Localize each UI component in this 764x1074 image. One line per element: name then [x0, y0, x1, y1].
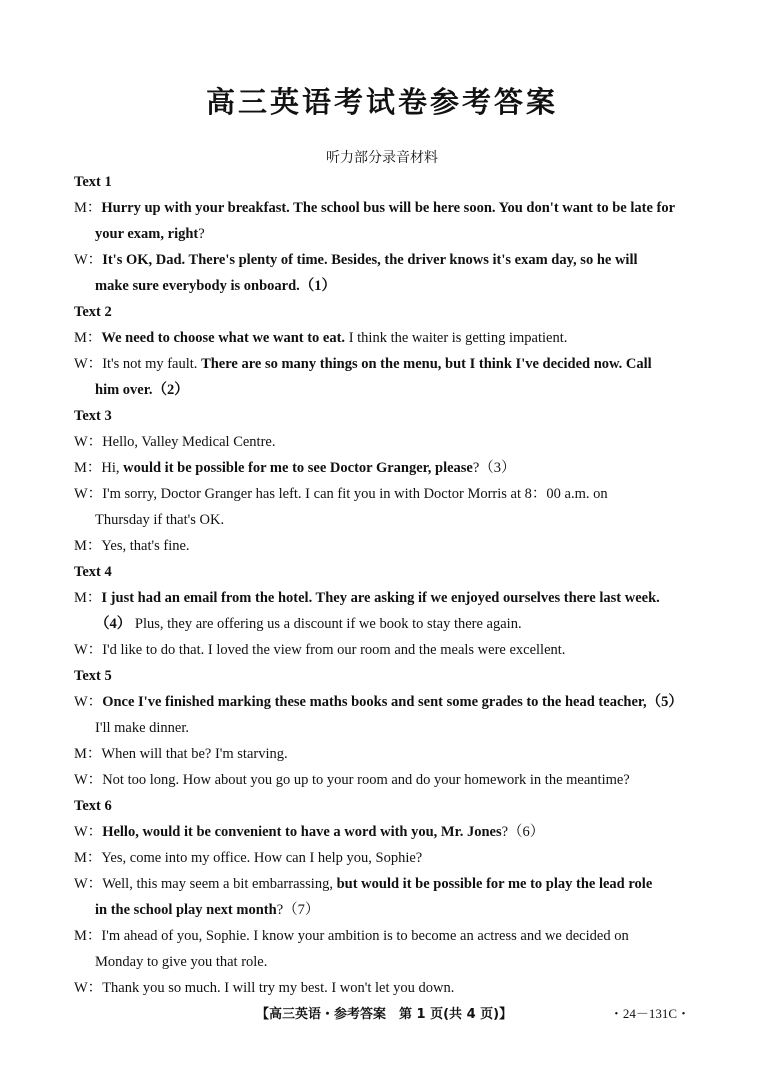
- dialogue-text: Well, this may seem a bit embarrassing,: [102, 876, 337, 892]
- speaker-label: W：: [74, 252, 103, 268]
- dialogue-line: [74, 611, 694, 637]
- dialogue-line: [74, 975, 694, 1001]
- page-title: 高三英语考试卷参考答案: [205, 85, 558, 119]
- answer-text: make sure everybody is onboard.（1）: [95, 278, 337, 294]
- speaker-label: W：: [74, 356, 103, 372]
- dialogue-line: [74, 351, 694, 377]
- answer-text: him over.（2）: [95, 382, 189, 398]
- speaker-label: M：: [74, 460, 102, 476]
- answer-text: your exam, right: [95, 226, 199, 242]
- answer-text: I just had an email from the hotel. They are asking if we enjoyed ourselves there last week.: [101, 590, 660, 606]
- text-heading: Text 2: [74, 304, 112, 320]
- speaker-label: W：: [74, 642, 103, 658]
- speaker-label: W：: [74, 772, 103, 788]
- dialogue-text: ?: [198, 226, 205, 242]
- dialogue-line: [74, 637, 694, 663]
- dialogue-text: ?（6）: [501, 824, 545, 840]
- dialogue-text: Plus, they are offering us a discount if we book to stay there again.: [131, 616, 522, 632]
- answer-text: There are so many things on the menu, but I think I've decided now. Call: [201, 356, 652, 372]
- dialogue-line: [74, 481, 694, 507]
- dialogue-line: [74, 923, 694, 949]
- dialogue-line: [74, 221, 694, 247]
- dialogue-line: [74, 195, 694, 221]
- speaker-label: M：: [74, 850, 102, 866]
- answer-text: would it be possible for me to see Doctor Granger, please: [123, 460, 473, 476]
- answer-text: in the school play next month: [95, 902, 277, 918]
- dialogue-line: [74, 247, 694, 273]
- dialogue-line: [74, 689, 694, 715]
- answer-text: It's OK, Dad. There's plenty of time. Besides, the driver knows it's exam day, so he will: [102, 252, 638, 268]
- dialogue-line: [74, 377, 694, 403]
- speaker-label: M：: [74, 200, 102, 216]
- answer-text: We need to choose what we want to eat.: [101, 330, 346, 346]
- speaker-label: M：: [74, 590, 102, 606]
- text-heading: Text 6: [74, 798, 112, 814]
- dialogue-text: Thank you so much. I will try my best. I won't let you down.: [102, 980, 455, 996]
- dialogue-line: [74, 585, 694, 611]
- speaker-label: M：: [74, 746, 102, 762]
- text-heading: Text 1: [74, 174, 112, 190]
- speaker-label: W：: [74, 434, 103, 450]
- transcript-content: [74, 169, 694, 1001]
- dialogue-line: [74, 455, 694, 481]
- dialogue-line: [74, 949, 694, 975]
- text-heading: Text 3: [74, 408, 112, 424]
- speaker-label: W：: [74, 694, 103, 710]
- dialogue-text: I'm ahead of you, Sophie. I know your ambition is to become an actress and we decided on: [101, 928, 629, 944]
- answer-text: but would it be possible for me to play the lead role: [336, 876, 653, 892]
- dialogue-text: Not too long. How about you go up to your room and do your homework in the meantime?: [102, 772, 630, 788]
- answer-text: Once I've finished marking these maths books and sent some grades to the head teacher,（5）: [102, 694, 683, 710]
- dialogue-text: Yes, that's fine.: [101, 538, 190, 554]
- speaker-label: M：: [74, 928, 102, 944]
- dialogue-line: [74, 871, 694, 897]
- dialogue-line: [74, 819, 694, 845]
- dialogue-line: [74, 429, 694, 455]
- dialogue-line: [74, 845, 694, 871]
- dialogue-line: [74, 741, 694, 767]
- text-heading: Text 5: [74, 668, 112, 684]
- dialogue-text: I think the waiter is getting impatient.: [345, 330, 568, 346]
- dialogue-line: [74, 507, 694, 533]
- speaker-label: W：: [74, 486, 103, 502]
- dialogue-line: [74, 325, 694, 351]
- dialogue-text: I'd like to do that. I loved the view from our room and the meals were excellent.: [102, 642, 566, 658]
- dialogue-text: Thursday if that's OK.: [95, 512, 225, 528]
- dialogue-text: I'm sorry, Doctor Granger has left. I can fit you in with Doctor Morris at 8：00 a.m. on: [102, 486, 608, 502]
- text-heading: Text 4: [74, 564, 112, 580]
- footer-code: ・24－131C・: [609, 1006, 690, 1021]
- dialogue-text: When will that be? I'm starving.: [101, 746, 288, 762]
- dialogue-line: [74, 715, 694, 741]
- speaker-label: W：: [74, 824, 103, 840]
- answer-text: Hello, would it be convenient to have a word with you, Mr. Jones: [102, 824, 502, 840]
- speaker-label: M：: [74, 330, 102, 346]
- dialogue-text: ?（3）: [472, 460, 516, 476]
- dialogue-line: [74, 273, 694, 299]
- dialogue-line: [74, 533, 694, 559]
- footer-page-info: 【高三英语・参考答案 第 1 页(共 4 页)】: [256, 1007, 513, 1022]
- section-subtitle: 听力部分录音材料: [326, 150, 438, 166]
- dialogue-line: [74, 767, 694, 793]
- dialogue-text: It's not my fault.: [102, 356, 202, 372]
- answer-text: Hurry up with your breakfast. The school bus will be here soon. You don't want to be late for: [101, 200, 676, 216]
- speaker-label: W：: [74, 980, 103, 996]
- dialogue-text: Monday to give you that role.: [95, 954, 268, 970]
- dialogue-text: Hello, Valley Medical Centre.: [102, 434, 276, 450]
- dialogue-text: Hi,: [101, 460, 124, 476]
- dialogue-text: Yes, come into my office. How can I help you, Sophie?: [101, 850, 423, 866]
- dialogue-text: I'll make dinner.: [95, 720, 190, 736]
- speaker-label: W：: [74, 876, 103, 892]
- answer-text: （4）: [95, 616, 132, 632]
- speaker-label: M：: [74, 538, 102, 554]
- dialogue-line: [74, 897, 694, 923]
- dialogue-text: ?（7）: [276, 902, 320, 918]
